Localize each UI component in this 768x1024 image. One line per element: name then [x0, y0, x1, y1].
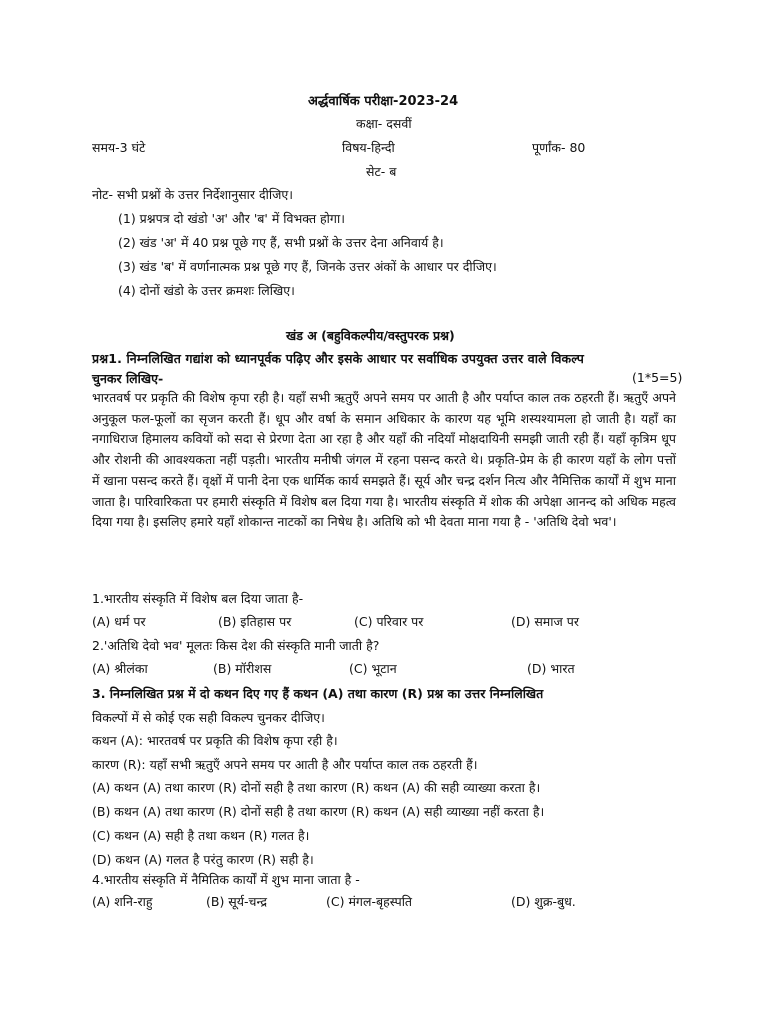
q3-option-a: (A) कथन (A) तथा कारण (R) दोनों सही है तथा कारण (R) कथन (A) की सही व्याख्या करता है। — [92, 780, 541, 795]
exam-set: सेट- ब — [366, 164, 397, 179]
exam-max-marks: पूर्णांक- 80 — [532, 140, 586, 155]
q1-marks: (1*5=5) — [632, 370, 683, 385]
question-3-line1: 3. निम्नलिखित प्रश्न में दो कथन दिए गए हैं कथन (A) तथा कारण (R) प्रश्न का उत्तर निम्नलिखित — [92, 686, 544, 701]
notes-intro: नोट- सभी प्रश्नों के उत्तर निर्देशानुसार दीजिए। — [92, 187, 294, 202]
q2-option-d: (D) भारत — [527, 661, 575, 676]
passage: भारतवर्ष पर प्रकृति की विशेष कृपा रही है। यहाँ सभी ऋतुएँ अपने समय पर आती है और पर्याप्त काल तक ठहरती हैं। ऋतुएँ अपने अनुकूल फल-फूलों का सृजन करती हैं। धूप और वर्षा के समान अधिकार के कारण यह भूमि शस्यश्यामला हो जाती है। यहाँ का नगाधिराज हिमालय कवियों को सदा से प्रेरणा देता आ रहा है और यहाँ की नदियाँ मोक्षदायिनी समझी जाती रही हैं। यहाँ कृत्रिम धूप और रोशनी की आवश्यकता नहीं पड़ती। भारतीय मनीषी जंगल में रहना पसन्द करते थे। प्रकृति-प्रेम के ही कारण यहाँ के लोग पत्तों में खाना पसन्द करते हैं। वृक्षों में पानी देना एक धार्मिक कार्य समझते हैं। सूर्य और चन्द्र दर्शन नित्य और नैमित्तिक कार्यों में शुभ माना जाता है। पारिवारिकता पर हमारी संस्कृति में विशेष बल दिया गया है। भारतीय संस्कृति में शोक की अपेक्षा आनन्द को अधिक महत्व दिया गया है। इसलिए हमारे यहाँ शोकान्त नाटकों का निषेध है। अतिथि को भी देवता माना गया है - 'अतिथि देवो भव'। — [92, 390, 676, 530]
exam-subject: विषय-हिन्दी — [342, 140, 395, 155]
q3-option-b: (B) कथन (A) तथा कारण (R) दोनों सही है तथा कारण (R) कथन (A) सही व्याख्या नहीं करता है। — [92, 804, 545, 819]
q1-instruction-line2: चुनकर लिखिए- — [92, 371, 164, 386]
note-item: (2) खंड 'अ' में 40 प्रश्न पूछे गए हैं, सभी प्रश्नों के उत्तर देना अनिवार्य है। — [118, 235, 444, 250]
section-title: खंड अ (बहुविकल्पीय/वस्तुपरक प्रश्न) — [286, 328, 455, 343]
q1-option-b: (B) इतिहास पर — [218, 614, 292, 629]
q3-assertion: कथन (A): भारतवर्ष पर प्रकृति की विशेष कृपा रही है। — [92, 733, 338, 748]
q2-option-a: (A) श्रीलंका — [92, 661, 148, 676]
q4-option-a: (A) शनि-राहु — [92, 894, 153, 909]
q2-option-b: (B) मॉरीशस — [213, 661, 272, 676]
exam-class: कक्षा- दसवीं — [356, 116, 412, 131]
q1-option-d: (D) समाज पर — [511, 614, 579, 629]
question-1-text: 1.भारतीय संस्कृति में विशेष बल दिया जाता है- — [92, 591, 304, 606]
question-3-line2: विकल्पों में से कोई एक सही विकल्प चुनकर दीजिए। — [92, 710, 325, 725]
note-item: (1) प्रश्नपत्र दो खंडो 'अ' और 'ब' में विभक्त होगा। — [118, 211, 345, 226]
exam-title: अर्द्धवार्षिक परीक्षा-2023-24 — [308, 94, 459, 109]
note-item: (4) दोनों खंडो के उत्तर क्रमशः लिखिए। — [118, 283, 295, 298]
q3-reason: कारण (R): यहाँ सभी ऋतुएँ अपने समय पर आती है और पर्याप्त काल तक ठहरती हैं। — [92, 757, 478, 772]
q1-option-c: (C) परिवार पर — [354, 614, 424, 629]
q1-instruction-line1: प्रश्न1. निम्नलिखित गद्यांश को ध्यानपूर्वक पढ़िए और इसके आधार पर सर्वाधिक उपयुक्त उत्तर वाले विकल्प — [92, 351, 585, 366]
q3-option-c: (C) कथन (A) सही है तथा कथन (R) गलत है। — [92, 828, 310, 843]
note-item: (3) खंड 'ब' में वर्णानात्मक प्रश्न पूछे गए हैं, जिनके उत्तर अंकों के आधार पर दीजिए। — [118, 259, 497, 274]
q4-option-b: (B) सूर्य-चन्द्र — [206, 894, 267, 909]
q4-option-d: (D) शुक्र-बुध. — [511, 894, 576, 909]
question-2-text: 2.'अतिथि देवो भव' मूलतः किस देश की संस्कृति मानी जाती है? — [92, 638, 380, 653]
question-4-text: 4.भारतीय संस्कृति में नैमितिक कार्यों में शुभ माना जाता है - — [92, 872, 360, 887]
q4-option-c: (C) मंगल-बृहस्पति — [326, 894, 413, 909]
q1-option-a: (A) धर्म पर — [92, 614, 146, 629]
q2-option-c: (C) भूटान — [349, 661, 397, 676]
q3-option-d: (D) कथन (A) गलत है परंतु कारण (R) सही है। — [92, 852, 314, 867]
exam-time: समय-3 घंटे — [92, 140, 146, 155]
